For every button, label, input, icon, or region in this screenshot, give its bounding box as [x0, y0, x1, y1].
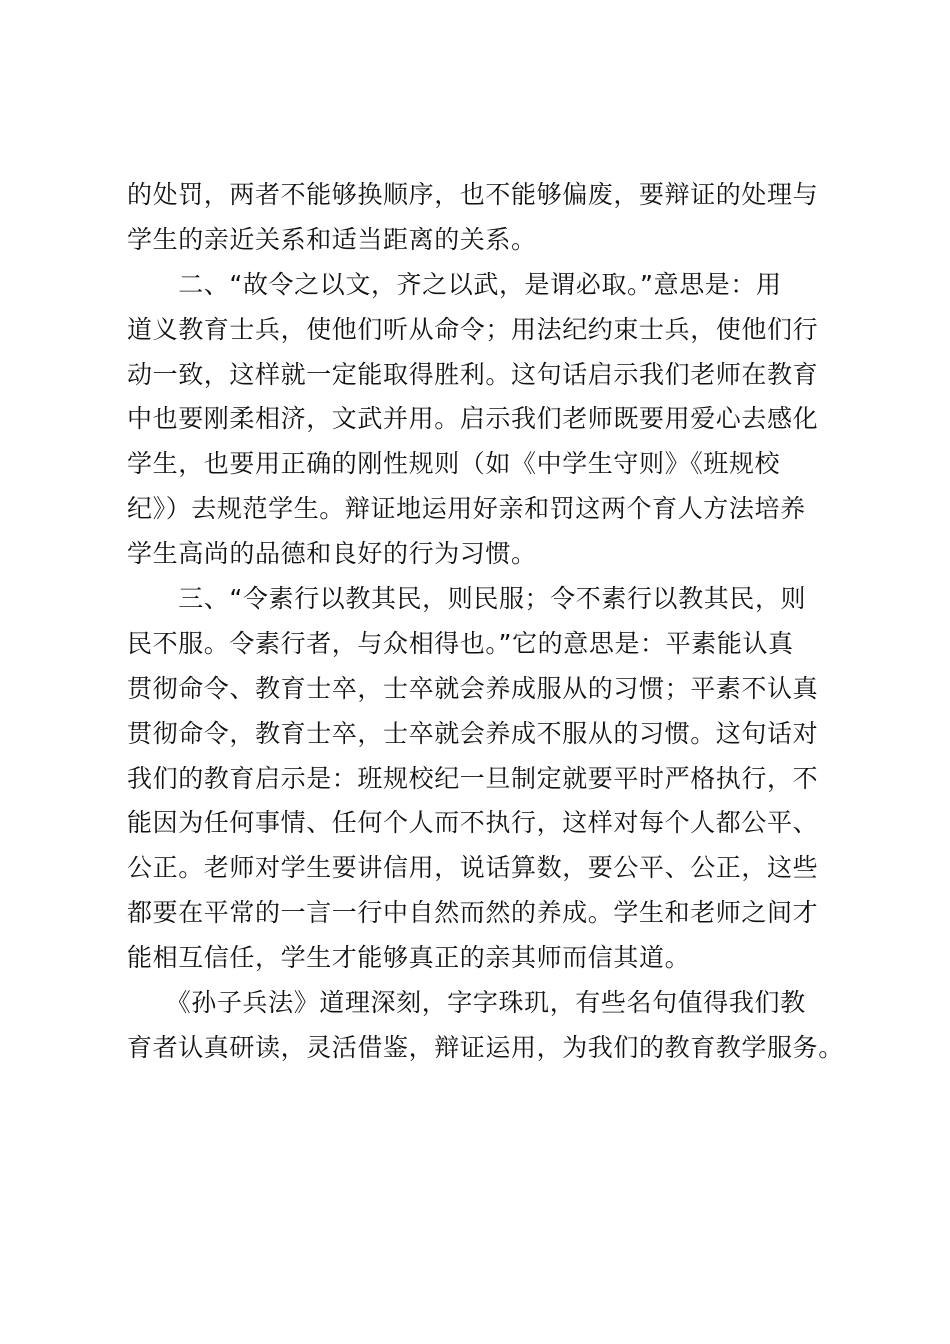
text-line: 道义教育士兵，使他们听从命令；用法纪约束士兵，使他们行 — [127, 314, 819, 344]
text-line: 贯彻命令，教育士卒，士卒就会养成不服从的习惯。这句话对 — [127, 718, 819, 748]
text-line: 能因为任何事情、任何个人而不执行，这样对每个人都公平、 — [127, 808, 819, 838]
text-line: 的处罚，两者不能够换顺序，也不能够偏废，要辩证的处理与 — [127, 180, 819, 209]
text-line: 三、“令素行以教其民，则民服；令不素行以教其民，则 — [127, 584, 807, 614]
body-text — [127, 173, 844, 1071]
text-line: 民不服。令素行者，与众相得也。”它的意思是：平素能认真 — [127, 628, 794, 658]
text-line: 中也要刚柔相济，文武并用。启示我们老师既要用爱心去感化 — [127, 404, 819, 434]
text-line: 二、“故令之以文，齐之以武，是谓必取。”意思是：用 — [127, 269, 782, 299]
text-line: 都要在平常的一言一行中自然而然的养成。学生和老师之间才 — [127, 898, 819, 928]
text-line: 学生，也要用正确的刚性规则（如《中学生守则》《班规校 — [127, 449, 781, 479]
text-line: 公正。老师对学生要讲信用，说话算数，要公平、公正，这些 — [127, 853, 819, 883]
text-line: 学生高尚的品德和良好的行为习惯。 — [127, 539, 537, 569]
text-line: 贯彻命令、教育士卒，士卒就会养成服从的习惯；平素不认真 — [127, 673, 819, 703]
text-line: 我们的教育启示是：班规校纪一旦制定就要平时严格执行，不 — [127, 763, 819, 793]
text-line: 育者认真研读，灵活借鉴，辩证运用，为我们的教育教学服务。 — [127, 1032, 844, 1062]
text-line: 学生的亲近关系和适当距离的关系。 — [127, 224, 537, 254]
text-line: 能相互信任，学生才能够真正的亲其师而信其道。 — [127, 943, 691, 973]
text-line: 纪》）去规范学生。辩证地运用好亲和罚这两个育人方法培养 — [127, 494, 806, 524]
text-line: 《孙子兵法》道理深刻，字字珠玑，有些名句值得我们教 — [127, 988, 806, 1018]
text-line: 动一致，这样就一定能取得胜利。这句话启示我们老师在教育 — [127, 359, 819, 389]
